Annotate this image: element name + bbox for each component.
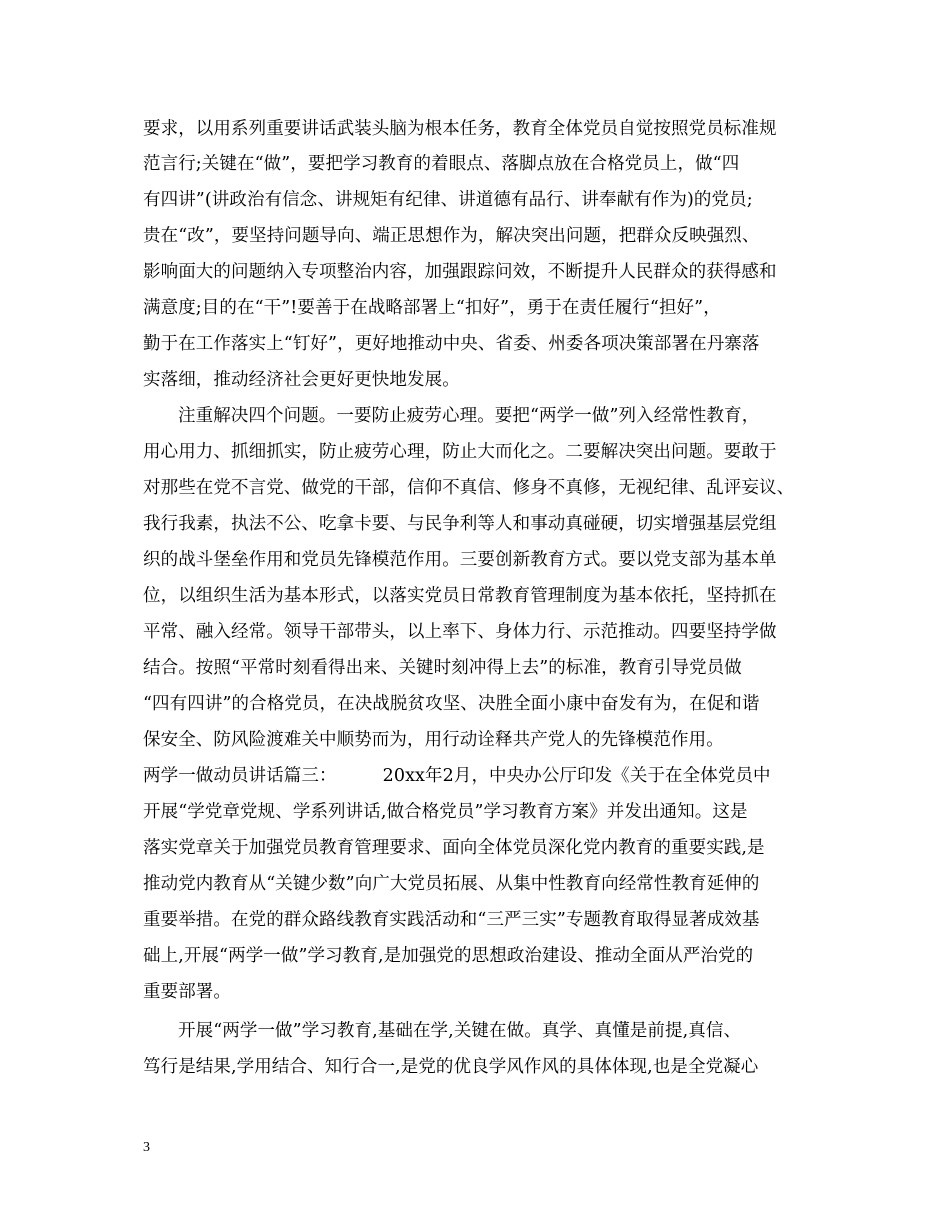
paragraph-2-line-3: 对那些在党不言党、做党的干部，信仰不真信、修身不真修，无视纪律、乱评妄议、 xyxy=(143,478,795,498)
paragraph-2-line-4: 我行我素，执法不公、吃拿卡要、与民争利等人和事动真碰硬，切实增强基层党组 xyxy=(143,514,777,534)
paragraph-3-line-3: 落实党章关于加强党员教育管理要求、面向全体党员深化党内教育的重要实践,是 xyxy=(143,838,765,858)
paragraph-3-line-6: 础上,开展“两学一做”学习教育,是加强党的思想政治建设、推动全面从严治党的 xyxy=(143,946,754,966)
paragraph-2-line-10: 保安全、防风险渡难关中顺势而为，用行动诠释共产党人的先锋模范作用。 xyxy=(143,730,724,750)
paragraph-1-line-8: 实落细，推动经济社会更好更快地发展。 xyxy=(143,370,460,390)
paragraph-2-line-7: 平常、融入经常。领导干部带头，以上率下、身体力行、示范推动。四要坚持学做 xyxy=(143,622,777,642)
section-heading: 两学一做动员讲话篇三： xyxy=(143,766,337,786)
paragraph-3-line-4: 推动党内教育从“关键少数”向广大党员拓展、从集中性教育向经常性教育延伸的 xyxy=(143,874,760,894)
paragraph-1-line-5: 影响面大的问题纳入专项整治内容，加强跟踪问效，不断提升人民群众的获得感和 xyxy=(143,262,777,282)
paragraph-3-line-1: 20xx年2月，中央办公厅印发《关于在全体党员中 xyxy=(382,766,771,786)
paragraph-2-line-8: 结合。按照“平常时刻看得出来、关键时刻冲得上去”的标准，教育引导党员做 xyxy=(143,658,742,678)
paragraph-4-line-2: 笃行是结果,学用结合、知行合一,是党的优良学风作风的具体体现,也是全党凝心 xyxy=(143,1057,759,1077)
paragraph-1-line-7: 勤于在工作落实上“钉好”，更好地推动中央、省委、州委各项决策部署在丹寨落 xyxy=(143,334,760,354)
paragraph-1-line-1: 要求，以用系列重要讲话武装头脑为根本任务，教育全体党员自觉按照党员标准规 xyxy=(143,119,777,139)
paragraph-3-line-7: 重要部署。 xyxy=(143,982,231,1002)
paragraph-3-line-2: 开展“学党章党规、学系列讲话,做合格党员”学习教育方案》并发出通知。这是 xyxy=(143,802,748,822)
section-heading-line xyxy=(143,764,771,788)
paragraph-2-line-2: 用心用力、抓细抓实，防止疲劳心理，防止大而化之。二要解决突出问题。要敢于 xyxy=(143,442,777,462)
paragraph-1-line-2: 范言行;关键在“做”，要把学习教育的着眼点、落脚点放在合格党员上，做“四 xyxy=(143,154,740,174)
paragraph-1-line-3: 有四讲”(讲政治有信念、讲规矩有纪律、讲道德有品行、讲奉献有作为)的党员; xyxy=(143,190,753,210)
paragraph-3-line-5: 重要举措。在党的群众路线教育实践活动和“三严三实”专题教育取得显著成效基 xyxy=(143,910,760,930)
paragraph-2-line-1: 注重解决四个问题。一要防止疲劳心理。要把“两学一做”列入经常性教育， xyxy=(178,406,760,426)
paragraph-2-line-9: “四有四讲”的合格党员，在决战脱贫攻坚、决胜全面小康中奋发有为，在促和谐 xyxy=(143,694,760,714)
paragraph-2-line-5: 织的战斗堡垒作用和党员先锋模范作用。三要创新教育方式。要以党支部为基本单 xyxy=(143,550,777,570)
paragraph-2-line-6: 位，以组织生活为基本形式，以落实党员日常教育管理制度为基本依托，坚持抓在 xyxy=(143,586,777,606)
page-number: 3 xyxy=(143,1140,150,1155)
paragraph-1-line-4: 贵在“改”，要坚持问题导向、端正思想作为，解决突出问题，把群众反映强烈、 xyxy=(143,226,760,246)
paragraph-1-line-6: 满意度;目的在“干”!要善于在战略部署上“扣好”，勇于在责任履行“担好”， xyxy=(143,298,721,318)
paragraph-4-line-1: 开展“两学一做”学习教育,基础在学,关键在做。真学、真懂是前提,真信、 xyxy=(178,1021,742,1041)
